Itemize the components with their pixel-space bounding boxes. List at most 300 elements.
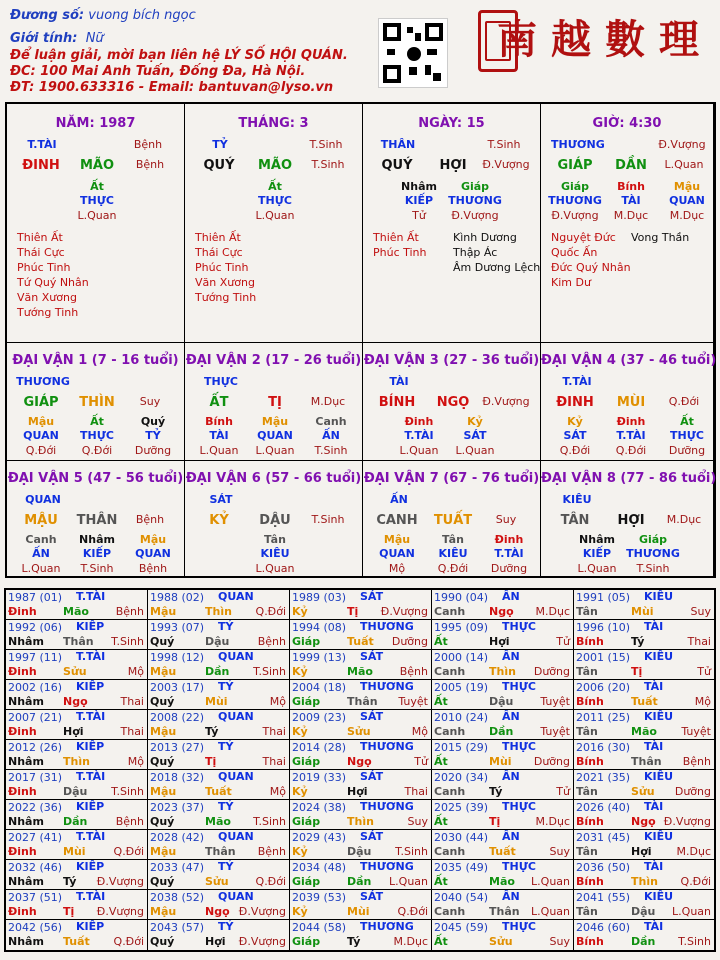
year-can: Kỷ (292, 605, 308, 618)
year-can: Giáp (292, 875, 321, 888)
year-can: Canh (434, 905, 466, 918)
year-chi: Dần (489, 725, 514, 738)
year-label: 2039 (53) (292, 891, 347, 904)
year-state: Bệnh (399, 665, 428, 678)
tang-thapthan: TÀI (209, 429, 229, 442)
tang-vong: Mộ (388, 562, 406, 575)
sao-cat: Kim Dư (551, 276, 591, 289)
year-thapthan: KIẾP (76, 920, 105, 933)
year-state: Mộ (127, 755, 144, 768)
year-label: 2001 (15) (576, 651, 631, 664)
contact-line-2: ĐC: 100 Mai Anh Tuấn, Đống Đa, Hà Nội. (10, 64, 306, 79)
contact-line-1: Để luận giải, mời bạn liên hệ LÝ SỐ HỘI QUÁN. (10, 48, 348, 63)
year-thapthan: KIÊU (644, 830, 674, 843)
year-label: 2031 (45) (576, 831, 631, 844)
daivan-chi: NGỌ (436, 395, 470, 410)
year-state: Tuyệt (681, 725, 711, 738)
tang-vong: Dưỡng (490, 562, 528, 575)
tang-thapthan: ẤN (32, 547, 50, 560)
pillar-thapthan: TỶ (212, 138, 228, 151)
pillar-truongsinh: T.Sinh (309, 138, 343, 151)
year-chi: Dần (205, 665, 230, 678)
year-state: Q.Đới (113, 935, 144, 948)
year-label: 2006 (20) (576, 681, 631, 694)
year-cell (148, 680, 290, 710)
pillar-truongsinh: Bệnh (133, 138, 163, 151)
year-state: Tử (556, 785, 570, 798)
pillar-title: GIỜ: 4:30 (592, 116, 662, 131)
year-can: Nhâm (8, 935, 44, 948)
year-thapthan: QUAN (218, 590, 254, 603)
pillar-chi-state: T.Sinh (311, 158, 345, 171)
year-can: Giáp (292, 695, 321, 708)
pillar-chi: MÃO (257, 158, 293, 173)
year-thapthan: TÀI (644, 740, 664, 753)
tang-vong: T.Sinh (636, 562, 670, 575)
year-can: Bính (576, 875, 604, 888)
year-cell (574, 860, 714, 890)
year-thapthan: QUAN (218, 890, 254, 903)
year-chi: Thân (631, 755, 662, 768)
year-label: 1991 (05) (576, 591, 631, 604)
tang-can: Nhâm (579, 533, 615, 546)
year-cell (432, 710, 574, 740)
year-can: Nhâm (8, 695, 44, 708)
daivan-can: TÂN (560, 513, 590, 528)
year-label: 2044 (58) (292, 921, 347, 934)
tang-can: Ất (90, 180, 104, 193)
daivan-state: Q.Đới (668, 395, 700, 408)
year-state: Tuyệt (398, 695, 428, 708)
pillar-chi: HỢI (439, 158, 467, 173)
year-thapthan: THỰC (502, 680, 536, 693)
tang-can: Đinh (494, 533, 524, 546)
tang-vong: Q.Đới (81, 444, 113, 457)
year-can: Mậu (150, 905, 177, 918)
daivan-can: ĐINH (556, 395, 594, 410)
year-thapthan: QUAN (218, 830, 254, 843)
year-chi: Mão (63, 605, 89, 618)
year-can: Tân (576, 905, 598, 918)
year-state: Q.Đới (255, 605, 286, 618)
year-state: Suy (407, 815, 428, 828)
tang-vong: L.Quan (399, 444, 439, 457)
year-cell (574, 710, 714, 740)
sao-cat: Thái Cực (195, 246, 243, 259)
tang-vong: Q.Đới (615, 444, 647, 457)
year-thapthan: THƯƠNG (360, 620, 414, 633)
year-state: Đ.Vượng (96, 905, 144, 918)
year-label: 2012 (26) (8, 741, 63, 754)
year-chi: Thân (63, 635, 94, 648)
daivan-thapthan: T.TÀI (562, 375, 592, 388)
sao-cat: Thiên Ất (195, 231, 241, 244)
year-cell (432, 620, 574, 650)
tang-vong: L.Quan (77, 209, 117, 222)
year-state: Tử (414, 755, 428, 768)
year-thapthan: T.TÀI (76, 650, 106, 663)
year-state: L.Quan (531, 905, 570, 918)
year-can: Tân (576, 665, 598, 678)
tang-vong: L.Quan (255, 444, 295, 457)
year-can: Giáp (292, 635, 321, 648)
year-can: Canh (434, 845, 466, 858)
year-chi: Dậu (63, 785, 88, 798)
year-cell (574, 770, 714, 800)
daivan-title: ĐẠI VẬN 4 (37 - 46 tuổi) (541, 353, 717, 368)
year-label: 1998 (12) (150, 651, 205, 664)
year-label: 1993 (07) (150, 621, 205, 634)
year-thapthan: ẤN (502, 650, 520, 663)
year-can: Đinh (8, 785, 37, 798)
year-state: Tuyệt (540, 695, 570, 708)
daivan-chi: DẬU (259, 513, 291, 528)
year-chi: Mão (631, 725, 657, 738)
daivan-cell (363, 461, 541, 576)
year-can: Bính (576, 755, 604, 768)
year-can: Tân (576, 605, 598, 618)
year-can: Canh (434, 605, 466, 618)
year-thapthan: SÁT (360, 650, 384, 663)
year-cell (290, 710, 432, 740)
year-cell (432, 920, 574, 950)
year-thapthan: THƯƠNG (360, 920, 414, 933)
tang-thapthan: KIẾP (82, 547, 112, 560)
year-thapthan: ẤN (502, 890, 520, 903)
year-chi: Tý (631, 635, 645, 648)
tang-thapthan: TỶ (145, 429, 161, 442)
logo-text: 南越數理 (497, 16, 713, 63)
year-label: 2032 (46) (8, 861, 63, 874)
year-thapthan: THỰC (502, 920, 536, 933)
year-label: 2021 (35) (576, 771, 631, 784)
year-chi: Tuất (347, 635, 374, 648)
year-cell (148, 590, 290, 620)
year-label: 2007 (21) (8, 711, 63, 724)
tang-thapthan: TÀI (621, 194, 641, 207)
year-cell (6, 740, 148, 770)
year-thapthan: THỰC (502, 740, 536, 753)
year-state: Q.Đới (113, 845, 144, 858)
tang-can: Kỷ (467, 415, 483, 428)
year-label: 2024 (38) (292, 801, 347, 814)
year-thapthan: TỶ (218, 800, 234, 813)
year-can: Mậu (150, 605, 177, 618)
year-can: Quý (150, 755, 175, 768)
sao-cat: Tướng Tinh (195, 291, 257, 304)
tang-can: Ất (680, 415, 694, 428)
year-state: Thai (262, 725, 286, 738)
tang-thapthan: T.TÀI (494, 547, 524, 560)
year-cell (574, 650, 714, 680)
daivan-cell (7, 461, 185, 576)
year-can: Quý (150, 635, 175, 648)
daivan-thapthan: SÁT (209, 493, 233, 506)
tang-can: Đinh (616, 415, 646, 428)
year-thapthan: TỶ (218, 860, 234, 873)
daivan-can: ẤT (209, 395, 229, 410)
year-can: Giáp (292, 755, 321, 768)
sao-cat: Thiên Ất (17, 231, 63, 244)
tang-thapthan: T.TÀI (616, 429, 646, 442)
year-cell (6, 680, 148, 710)
year-chi: Tuất (205, 785, 232, 798)
year-chi: Tý (347, 935, 361, 948)
sao-cat: Tướng Tinh (17, 306, 79, 319)
year-state: Bệnh (682, 755, 711, 768)
tang-thapthan: KIẾP (404, 194, 434, 207)
year-thapthan: TÀI (644, 920, 664, 933)
year-can: Quý (150, 875, 175, 888)
year-thapthan: ẤN (502, 710, 520, 723)
daivan-cell (363, 343, 541, 461)
year-state: M.Dục (676, 845, 711, 858)
year-thapthan: T.TÀI (76, 590, 106, 603)
year-chi: Dần (347, 875, 372, 888)
year-state: Q.Đới (397, 905, 428, 918)
year-state: Mộ (269, 785, 286, 798)
year-thapthan: ẤN (502, 590, 520, 603)
year-label: 2040 (54) (434, 891, 489, 904)
tang-vong: L.Quan (255, 562, 295, 575)
year-chi: Ngọ (205, 905, 230, 918)
daivan-cell (7, 343, 185, 461)
year-label: 2003 (17) (150, 681, 205, 694)
year-chi: Tuất (631, 695, 658, 708)
year-thapthan: THỰC (502, 800, 536, 813)
tang-vong: L.Quan (255, 209, 295, 222)
tang-can: Nhâm (79, 533, 115, 546)
year-thapthan: TÀI (644, 680, 664, 693)
year-state: Suy (549, 845, 570, 858)
year-chi: Tị (631, 665, 643, 678)
year-state: T.Sinh (678, 935, 711, 948)
year-can: Ất (434, 635, 448, 648)
pillar-title: NGÀY: 15 (418, 116, 485, 131)
year-can: Giáp (292, 815, 321, 828)
tang-thapthan: QUAN (379, 547, 415, 560)
year-chi: Sửu (631, 785, 655, 798)
tang-thapthan: THƯƠNG (448, 194, 502, 207)
daivan-title: ĐẠI VẬN 6 (57 - 66 tuổi) (185, 471, 362, 486)
year-cell (290, 770, 432, 800)
year-cell (148, 920, 290, 950)
year-state: Đ.Vượng (238, 935, 286, 948)
year-chi: Dậu (631, 905, 656, 918)
year-thapthan: TÀI (644, 800, 664, 813)
contact-line-3: ĐT: 1900.633316 - Email: bantuvan@lyso.vn (10, 80, 334, 95)
year-can: Đinh (8, 725, 37, 738)
year-cell (432, 680, 574, 710)
year-thapthan: TỶ (218, 740, 234, 753)
year-can: Ất (434, 875, 448, 888)
year-label: 2042 (56) (8, 921, 63, 934)
year-cell (290, 620, 432, 650)
year-chi: Tuất (63, 935, 90, 948)
year-can: Ất (434, 695, 448, 708)
daivan-state: T.Sinh (311, 513, 345, 526)
sao-cat: Thái Cực (17, 246, 65, 259)
year-can: Giáp (292, 935, 321, 948)
year-label: 2045 (59) (434, 921, 489, 934)
tang-thapthan: QUAN (23, 429, 59, 442)
tang-can: Tân (264, 533, 286, 546)
sao-cat: Phúc Tinh (17, 261, 71, 274)
pillar-can: ĐINH (22, 158, 60, 173)
tang-thapthan: SÁT (563, 429, 587, 442)
year-state: Đ.Vượng (238, 905, 286, 918)
daivan-cell (541, 343, 717, 461)
year-thapthan: T.TÀI (76, 890, 106, 903)
pillar-truongsinh: Đ.Vượng (658, 138, 706, 151)
year-cell (148, 740, 290, 770)
tang-vong: Dưỡng (668, 444, 706, 457)
year-can: Bính (576, 635, 604, 648)
year-label: 2020 (34) (434, 771, 489, 784)
pillar-chi: DẦN (615, 158, 647, 173)
year-chi: Mão (205, 815, 231, 828)
year-cell (290, 590, 432, 620)
daivan-cell (185, 343, 363, 461)
year-thapthan: TÀI (644, 620, 664, 633)
year-label: 2022 (36) (8, 801, 63, 814)
year-can: Nhâm (8, 635, 44, 648)
year-thapthan: THƯƠNG (360, 740, 414, 753)
year-state: Bệnh (115, 815, 144, 828)
sao-cat: Phúc Tinh (195, 261, 249, 274)
tang-thapthan: QUAN (669, 194, 705, 207)
daivan-can: GIÁP (23, 395, 59, 410)
year-chi: Sửu (489, 935, 513, 948)
tang-vong: L.Quan (21, 562, 61, 575)
tang-vong: Đ.Vượng (451, 209, 499, 222)
year-state: Đ.Vượng (96, 875, 144, 888)
year-label: 2019 (33) (292, 771, 347, 784)
tang-can: Mậu (673, 180, 701, 193)
year-label: 1996 (10) (576, 621, 631, 634)
year-can: Canh (434, 785, 466, 798)
daivan-chi: MÙI (616, 395, 646, 410)
year-label: 2000 (14) (434, 651, 489, 664)
sao-hung: Thập Ác (453, 246, 498, 259)
year-can: Nhâm (8, 875, 44, 888)
year-label: 1988 (02) (150, 591, 205, 604)
pillar-title: NĂM: 1987 (55, 116, 136, 131)
year-can: Tân (576, 845, 598, 858)
year-label: 2046 (60) (576, 921, 631, 934)
year-chi: Thìn (347, 815, 374, 828)
year-cell (290, 830, 432, 860)
year-cell (432, 740, 574, 770)
year-thapthan: KIÊU (644, 890, 674, 903)
tang-can: Giáp (560, 180, 590, 193)
year-cell (290, 650, 432, 680)
year-label: 2002 (16) (8, 681, 63, 694)
year-state: M.Dục (535, 605, 570, 618)
year-can: Nhâm (8, 815, 44, 828)
year-cell (432, 590, 574, 620)
year-chi: Thìn (205, 605, 232, 618)
year-can: Đinh (8, 605, 37, 618)
year-can: Đinh (8, 665, 37, 678)
year-cell (290, 890, 432, 920)
year-label: 2004 (18) (292, 681, 347, 694)
year-label: 2043 (57) (150, 921, 205, 934)
year-label: 2035 (49) (434, 861, 489, 874)
daivan-can: BÍNH (378, 395, 416, 410)
tang-thapthan: T.TÀI (404, 429, 434, 442)
year-chi: Sửu (205, 875, 229, 888)
tang-thapthan: THỰC (258, 194, 292, 207)
year-label: 2034 (48) (292, 861, 347, 874)
daivan-thapthan: THƯƠNG (16, 375, 70, 388)
tang-can: Bính (617, 180, 645, 193)
year-cell (148, 650, 290, 680)
year-chi: Thân (347, 695, 378, 708)
sao-cat: Thiên Ất (373, 231, 419, 244)
daivan-state: Suy (139, 395, 161, 408)
year-state: Thai (262, 755, 286, 768)
year-thapthan: KIẾP (76, 620, 105, 633)
year-chi: Mùi (631, 605, 654, 618)
year-chi: Hợi (205, 935, 226, 948)
year-chi: Dần (63, 815, 88, 828)
year-state: Đ.Vượng (380, 605, 428, 618)
year-state: Dưỡng (533, 755, 570, 768)
gender-line (10, 31, 104, 46)
year-cell (148, 620, 290, 650)
sao-cat: Quốc Ấn (551, 246, 598, 259)
year-cell (574, 680, 714, 710)
year-thapthan: TÀI (644, 860, 664, 873)
year-cell (6, 710, 148, 740)
year-label: 1992 (06) (8, 621, 63, 634)
year-state: L.Quan (672, 905, 711, 918)
tang-thapthan: THỰC (670, 429, 704, 442)
year-state: Bệnh (115, 605, 144, 618)
pillar-cell (363, 104, 541, 343)
year-state: Mộ (127, 665, 144, 678)
year-cell (290, 800, 432, 830)
tang-can: Ất (268, 180, 282, 193)
pillar-thapthan: T.TÀI (27, 138, 57, 151)
tang-can: Đinh (404, 415, 434, 428)
year-state: Thai (120, 725, 144, 738)
year-state: Suy (690, 605, 711, 618)
sao-hung: Vong Thần (631, 231, 690, 244)
year-cell (290, 680, 432, 710)
tang-vong: Q.Đới (25, 444, 57, 457)
year-cell (6, 770, 148, 800)
year-chi: Hợi (63, 725, 84, 738)
pillar-can: GIÁP (557, 158, 593, 173)
year-state: Đ.Vượng (663, 815, 711, 828)
year-state: T.Sinh (253, 815, 286, 828)
year-can: Mậu (150, 665, 177, 678)
pillar-thapthan: THÂN (380, 138, 416, 151)
year-state: L.Quan (531, 875, 570, 888)
year-thapthan: SÁT (360, 770, 384, 783)
year-thapthan: THƯƠNG (360, 860, 414, 873)
year-cell (290, 860, 432, 890)
tang-thapthan: THƯƠNG (626, 547, 680, 560)
year-can: Ất (434, 755, 448, 768)
tang-can: Bính (205, 415, 233, 428)
year-thapthan: SÁT (360, 830, 384, 843)
year-label: 1999 (13) (292, 651, 347, 664)
tang-thapthan: QUAN (135, 547, 171, 560)
year-thapthan: KIẾP (76, 740, 105, 753)
